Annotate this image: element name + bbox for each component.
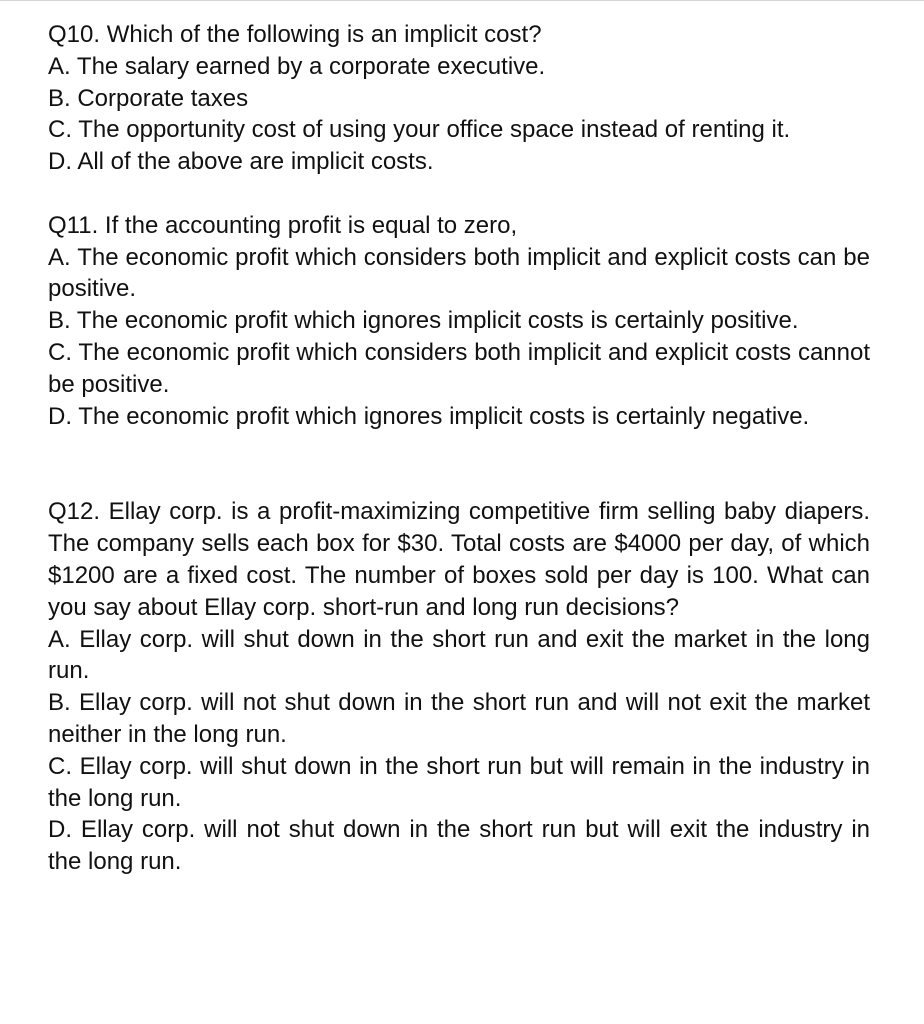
answer-option: C. The economic profit which considers both implicit and explicit costs cannot be positive. — [48, 338, 870, 398]
answer-option: C. The opportunity cost of using your office space instead of renting it. — [48, 116, 791, 144]
answer-option: B. Ellay corp. will not shut down in the short run and will not exit the market neither in the long run. — [48, 689, 870, 748]
answer-option: D. The economic profit which ignores implicit costs is certainly negative. — [48, 402, 810, 430]
spacer — [48, 178, 870, 210]
answer-option: A. Ellay corp. will shut down in the short run and exit the market in the long run. — [48, 625, 870, 685]
answer-option: D. Ellay corp. will not shut down in the short run but will exit the industry in the long run. — [48, 816, 870, 876]
question-q11 — [48, 210, 870, 433]
question-stem: Q10. Which of the following is an implicit cost? — [48, 21, 542, 48]
answer-option: A. The salary earned by a corporate executive. — [48, 52, 546, 80]
answer-option: B. Corporate taxes — [48, 84, 249, 112]
question-stem: Q12. Ellay corp. is a profit-maximizing competitive firm selling baby diapers. The company sells each box for $30. Total costs are $4000 per day, of which $1200 are a fixed cost. The number of boxes sold per day is 100. What can you say about Ellay corp. short-run and long run decisions? — [48, 498, 870, 621]
answer-option: C. Ellay corp. will shut down in the short run but will remain in the industry in the long run. — [48, 752, 870, 812]
question-q12 — [48, 496, 870, 878]
answer-option: A. The economic profit which considers both implicit and explicit costs can be positive. — [48, 243, 870, 303]
top-divider — [0, 0, 924, 1]
question-sheet — [48, 19, 870, 878]
answer-option: D. All of the above are implicit costs. — [48, 148, 434, 176]
spacer — [48, 432, 870, 496]
answer-option: B. The economic profit which ignores implicit costs is certainly positive. — [48, 307, 799, 335]
question-stem: Q11. If the accounting profit is equal to zero, — [48, 211, 518, 239]
question-q10 — [48, 19, 870, 178]
